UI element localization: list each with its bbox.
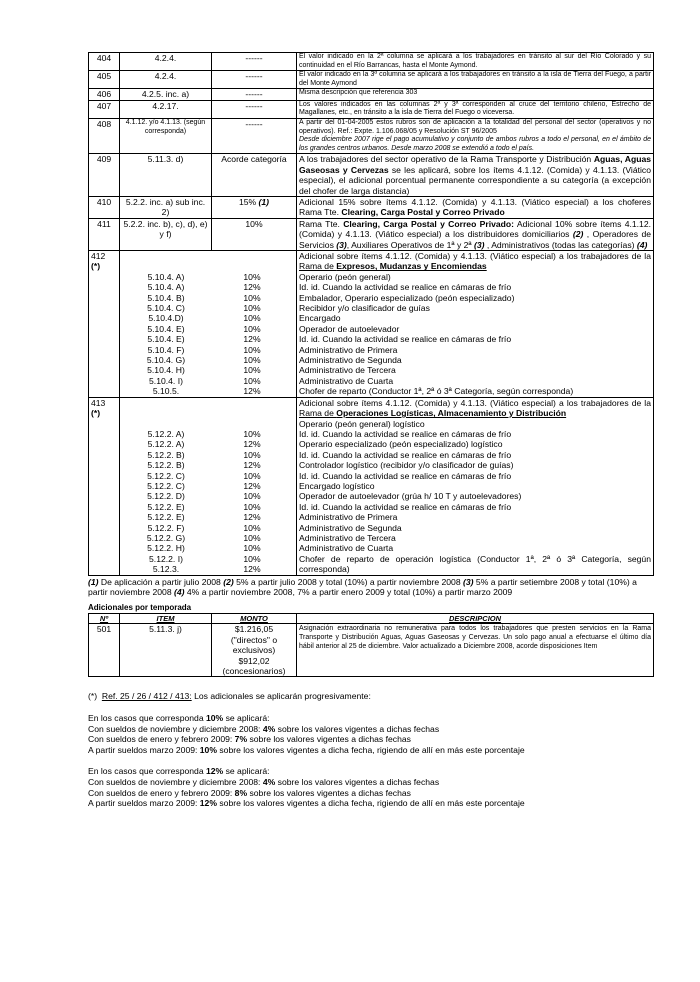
note-text: sobre los valores vigentes a dichas fechas (275, 723, 440, 734)
subitem-row (122, 293, 294, 303)
subitem-description: Chofer de reparto (Conductor 1ª, 2ª ó 3ª Categoría, según corresponda) (299, 386, 574, 397)
subitem-code: 5.10.4. A) (147, 282, 185, 293)
table-row-413 (89, 397, 654, 575)
subitem-percent: 10% (243, 292, 261, 303)
note-line (88, 766, 654, 777)
subitem-code: 5.10.4. B) (147, 292, 185, 303)
subitem-row (122, 564, 294, 574)
subitem-row (122, 481, 294, 491)
subitem-row (122, 334, 294, 344)
subitem-percent: 12% (243, 439, 261, 450)
subitem-row (122, 471, 294, 481)
table-row (89, 71, 654, 89)
subitem-description: Administrativo de Tercera (299, 365, 396, 376)
subitem-code: 5.10.4. H) (147, 365, 185, 376)
subitem-row (122, 554, 294, 564)
subitem-row (122, 355, 294, 365)
desc-underline: Rama de (299, 261, 337, 272)
subitem-percent: 10% (243, 543, 261, 554)
row-number (89, 251, 120, 398)
desc-part: A los trabajadores del sector operativo de la Rama Transporte y Distribución (299, 154, 594, 165)
progressive-mark: (*) (91, 261, 101, 272)
note-text: A partir sueldos marzo 2009: (88, 744, 200, 755)
subitem-percent: 12% (243, 386, 261, 397)
row-description (297, 154, 654, 197)
table-row (89, 53, 654, 71)
row-value (212, 196, 297, 218)
desc-part: Adicional sobre ítems 4.1.12. (Comida) y 4.1.13. (Viático especial) a los trabajadores de la (299, 397, 651, 408)
section-title: Adicionales por temporada (88, 603, 192, 613)
note-ref: Ref. 25 / 26 / 412 / 413: (101, 691, 192, 702)
table-row (89, 624, 654, 677)
subitem-description: Encargado (299, 313, 341, 324)
subitem-description: Operador de autoelevador (299, 323, 400, 334)
note-bold: 7% (234, 734, 248, 745)
subitem-code: 5.10.4.D) (148, 313, 184, 324)
row-number: 405 (89, 71, 120, 89)
row-ref: 4.1.12. y/o 4.1.13. (según corresponda) (120, 118, 212, 153)
subitem-description: Id. id. Cuando la actividad se realice en cámaras de frío (299, 470, 512, 481)
row-description: Misma descripción que referencia 303 (297, 89, 654, 100)
row-description: El valor indicado en la 3ª columna se aplicará a los trabajadores en tránsito a la isla de Tierra del Fuego, a partir del Monte Aymond (297, 71, 654, 89)
subitem-code: 5.10.4. E) (147, 334, 185, 345)
subitem-description: Embalador, Operario especializado (peón especializado) (299, 292, 515, 303)
row-ref: 5.2.2. inc. b), c), d), e) y f) (120, 218, 212, 250)
subitem-description: Administrativo de Tercera (299, 532, 396, 543)
row-number: 409 (89, 154, 120, 197)
note-bold: 12% (206, 766, 224, 777)
row-value: ------ (212, 53, 297, 71)
subitem-code: 5.12.3. (152, 564, 180, 575)
desc-part: Rama Tte. (299, 218, 344, 229)
note-line (88, 788, 654, 799)
row-number (89, 397, 120, 575)
subitem-description: Operario (peón general) logístico (299, 418, 425, 429)
note-line (88, 734, 654, 745)
subitem-row (122, 439, 294, 449)
note-text: sobre los valores vigentes a dicha fecha, rigiendo de allí en más este porcentaje (216, 798, 525, 809)
subitem-row (122, 386, 294, 396)
value-text: 15% (238, 196, 259, 207)
row-description (297, 196, 654, 218)
desc-bold: Clearing, Carga Postal y Correo Privado: (343, 218, 515, 229)
subitem-row (122, 429, 294, 439)
subitem-percent: 10% (243, 501, 261, 512)
footnote-mark: (4) (636, 239, 648, 250)
row-value: Acorde categoría (212, 154, 297, 197)
subitem-code: 5.10.4. F) (147, 344, 185, 355)
footnotes (88, 577, 654, 598)
row-description: Asignación extraordinaria no remunerativa para todos los trabajadores que presten servicios en la Rama Transporte y Distribución Aguas, Aguas Gaseosas y Cervezas. Un solo pago anual a efectuarse el último día hábil anterior al 25 de diciembre. Valor actualizado a Diciembre 2008, acorde disposiciones Item (297, 624, 654, 677)
row-ref: 5.11.3. j) (120, 624, 212, 677)
subitem-code: 5.12.2. F) (147, 522, 185, 533)
subitem-code: 5.12.2. A) (147, 439, 185, 450)
subitem-row (122, 523, 294, 533)
table-row (89, 118, 654, 153)
row-number-text: 412 (91, 251, 106, 261)
footnote-mark: (1) (258, 196, 270, 207)
table-row (89, 89, 654, 100)
note-bold: 8% (234, 787, 248, 798)
amount-line: $912,02 (238, 655, 270, 666)
note-text: se aplicará: (223, 713, 270, 724)
subitem-description: Operador de autoelevador (grúa h/ 10 T y autoelevadores) (299, 491, 522, 502)
subitem-code: 5.12.2. D) (147, 491, 185, 502)
subitem-row (122, 303, 294, 313)
subitem-description: Id. id. Cuando la actividad se realice en cámaras de frío (299, 501, 512, 512)
subitem-code: 5.10.4. I) (149, 375, 183, 386)
table-row (89, 218, 654, 250)
temporada-table (88, 613, 654, 677)
note-text: sobre los valores vigentes a dicha fecha, rigiendo de allí en más este porcentaje (216, 744, 525, 755)
subitem-row (122, 282, 294, 292)
row-description-text: A partir del 01-04-2005 estos rubros son de aplicación a la totalidad del personal del sector (operativos y no operativos). Ref.: Expte. 1.106.068/05 y Resolución ST 96/2005 (299, 118, 651, 135)
footnote-mark: (3) (463, 576, 474, 587)
note-text: Con sueldos de enero y febrero 2009: (88, 787, 235, 798)
subitem-percent: 12% (243, 460, 261, 471)
note-line (88, 745, 654, 756)
subitem-description: Id. id. Cuando la actividad se realice en cámaras de frío (299, 449, 512, 460)
subitem-code: 5.12.2. B) (147, 460, 185, 471)
subitem-code: 5.12.2. A) (147, 428, 185, 439)
subitem-description: Encargado logístico (299, 480, 375, 491)
subitem-code: 5.12.2. E) (147, 512, 185, 523)
desc-underline: Rama de (299, 408, 337, 419)
row-number-text: 413 (91, 397, 106, 408)
subitem-code: 5.12.2. B) (147, 449, 185, 460)
subitem-percent: 10% (243, 323, 261, 334)
desc-part: , Administrativos (todas las categorías) (484, 239, 637, 250)
note-text: se aplicará: (223, 766, 270, 777)
row-ref: 4.2.4. (120, 53, 212, 71)
subitem-percent: 10% (243, 553, 261, 564)
note-text: Con sueldos de noviembre y diciembre 2008: (88, 723, 263, 734)
column-header: Nº (89, 614, 120, 624)
table-row (89, 154, 654, 197)
subitem-description: Controlador logístico (recibidor y/o clasificador de guías) (299, 460, 514, 471)
footnote-text: 4% a partir noviembre 2008, 7% a partir enero 2009 y total (10%) a partir marzo 2009 (184, 587, 513, 597)
subitem-percent: 10% (243, 313, 261, 324)
footnote-mark: (2) (572, 229, 584, 240)
row-description (297, 251, 654, 398)
subitem-description: Operario (peón general) (299, 271, 391, 282)
row-ref: 4.2.4. (120, 71, 212, 89)
note-text: En los casos que corresponda (88, 766, 206, 777)
note-line (88, 798, 654, 809)
subitem-code: 5.10.4. E) (147, 323, 185, 334)
row-number: 408 (89, 118, 120, 153)
subitem-row (122, 376, 294, 386)
amount-line: ("directos" o (230, 634, 278, 645)
subitem-percent: 10% (243, 532, 261, 543)
footnote-mark: (2) (223, 576, 234, 587)
row-description-note: Desde diciembre 2007 rige el pago acumulativo y conjunto de ambos rubros a todo el personal, en el ámbito de los grandes centros urbanos. Desde marzo 2008 se extendió a todo el país. (299, 136, 651, 152)
subitem-description: Administrativo de Cuarta (299, 543, 394, 554)
subitem-percent: 10% (243, 375, 261, 386)
desc-bold: Operaciones Logísticas, Almacenamiento y Distribución (336, 408, 567, 419)
footnote-mark: (4) (173, 587, 185, 597)
subitem-code: 5.12.2. I) (149, 553, 183, 564)
subitem-row (122, 543, 294, 553)
note-text: sobre los valores vigentes a dichas fechas (247, 787, 411, 798)
row-ref: 4.2.17. (120, 100, 212, 118)
subitem-description: Administrativo de Cuarta (299, 375, 394, 386)
subitem-description: Id. id. Cuando la actividad se realice en cámaras de frío (299, 282, 512, 293)
subitem-description: Administrativo de Primera (299, 344, 398, 355)
note-text: A partir sueldos marzo 2009: (88, 798, 200, 809)
note-text: sobre los valores vigentes a dichas fechas (275, 777, 440, 787)
subitem-description: Id. id. Cuando la actividad se realice en cámaras de frío (299, 334, 512, 345)
note-line (88, 724, 654, 735)
subitem-row (122, 450, 294, 460)
note-text: Con sueldos de noviembre y diciembre 2008: (88, 777, 263, 787)
row-description (297, 118, 654, 153)
row-value: ------ (212, 118, 297, 153)
note-text: Los adicionales se aplicarán progresivamente: (191, 691, 371, 702)
row-number: 407 (89, 100, 120, 118)
note-bold: 4% (262, 723, 276, 734)
note-text: En los casos que corresponda (88, 713, 206, 724)
row-number: 404 (89, 53, 120, 71)
subitems-left (122, 429, 294, 575)
row-value: ------ (212, 100, 297, 118)
desc-part: , Auxiliares Operativos de 1ª y 2ª (346, 239, 474, 250)
footnote-mark: (3) (336, 239, 347, 250)
desc-bold: Aguas, Aguas Gaseosas y Cervezas (299, 154, 652, 175)
document-page (88, 52, 654, 809)
amount-line: $1.216,05 (234, 624, 274, 635)
desc-part: , Operadores de Servicios (299, 229, 651, 250)
subitem-description: Administrativo de Primera (299, 512, 398, 523)
subitems-codes (120, 397, 297, 575)
subitem-percent: 10% (243, 355, 261, 366)
row-value: ------ (212, 89, 297, 100)
row-description (297, 397, 654, 575)
desc-part: se les aplicará, sobre los ítems 4.1.12. (Comida) y 4.1.13. (Viático especial), el adicional porcentual permanente correspondiente a su categoría (a excepción del chofer de larga distancia) (299, 164, 651, 196)
subitem-row (122, 491, 294, 501)
row-ref: 4.2.5. inc. a) (120, 89, 212, 100)
subitem-code: 5.10.5. (152, 386, 180, 397)
subitem-percent: 10% (243, 344, 261, 355)
subitem-description: Recibidor y/o clasificador de guías (299, 303, 430, 314)
desc-bold: Clearing, Carga Postal y Correo Privado (341, 207, 505, 218)
subitem-percent: 10% (243, 271, 261, 282)
footnote-mark: (1) (88, 576, 99, 587)
rubros-table (88, 52, 654, 576)
subitems-descriptions (299, 419, 651, 575)
note-line (88, 777, 654, 788)
subitem-percent: 12% (243, 512, 261, 523)
subitem-code: 5.12.2. C) (147, 480, 185, 491)
subitem-description: Administrativo de Segunda (299, 355, 402, 366)
footnote-text: De aplicación a partir julio 2008 (98, 576, 224, 587)
subitem-code: 5.12.2. C) (147, 470, 185, 481)
subitem-description: Chofer de reparto de operación logística (Conductor 1ª, 2ª ó 3ª Categoría, según corresponda) (299, 553, 651, 575)
row-number: 406 (89, 89, 120, 100)
subitem-code: 5.10.4. A) (147, 271, 185, 282)
row-ref: 5.11.3. d) (120, 154, 212, 197)
subitem-percent: 12% (243, 334, 261, 345)
desc-part: Adicional 15% sobre ítems 4.1.12. (Comida) y 4.1.13. (Viático especial) a los choferes Rama Tte. (299, 196, 651, 218)
row-ref: 5.2.2. inc. a) sub inc. 2) (120, 196, 212, 218)
subitem-description: Operario especializado (peón especializado) logístico (299, 439, 503, 450)
subitem-percent: 10% (243, 491, 261, 502)
footnote-text: 5% a partir julio 2008 y total (10%) a partir noviembre 2008 (233, 576, 464, 587)
note-bold: 12% (199, 798, 217, 809)
subitem-percent: 12% (243, 282, 261, 293)
subitem-row (122, 460, 294, 470)
subitem-code: 5.12.2. H) (147, 543, 185, 554)
desc-part: Adicional sobre ítems 4.1.12. (Comida) y 4.1.13. (Viático especial) a los trabajadores de la (299, 251, 651, 261)
note-mark: (*) (88, 691, 98, 702)
desc-bold: Expresos, Mudanzas y Encomiendas (336, 261, 487, 272)
subitem-row (122, 272, 294, 282)
table-header-row (89, 614, 654, 624)
notes-heading (88, 691, 654, 702)
progressive-notes (88, 691, 654, 808)
amount-line: exclusivos) (232, 645, 276, 656)
subitem-percent: 10% (243, 365, 261, 376)
subitem-row (122, 345, 294, 355)
note-bold: 10% (206, 713, 224, 724)
row-value: 10% (212, 218, 297, 250)
subitem-percent: 12% (243, 564, 261, 575)
row-description: El valor indicado en la 2ª columna se aplicará a los trabajadores en tránsito al sur del Río Colorado y su continuidad en el Río Barrancas, hasta el Monte Aymond. (297, 53, 654, 71)
note-bold: 4% (262, 777, 276, 787)
row-number: 411 (89, 218, 120, 250)
note-text: Con sueldos de enero y febrero 2009: (88, 734, 235, 745)
subitem-code: 5.10.4. C) (147, 303, 185, 314)
subitem-row (122, 313, 294, 323)
note-line (88, 713, 654, 724)
row-number: 501 (89, 624, 120, 677)
note-bold: 10% (199, 744, 217, 755)
subitem-row (122, 512, 294, 522)
subitem-percent: 10% (243, 428, 261, 439)
row-value: ------ (212, 71, 297, 89)
subitems-codes (120, 251, 297, 398)
subitem-percent: 10% (243, 522, 261, 533)
column-header: MONTO (212, 614, 297, 624)
footnote-text: 5% a partir setiembre 2008 y total (10%) a partir noviembre 2008 (88, 576, 637, 597)
progressive-mark: (*) (91, 408, 101, 419)
subitem-code: 5.10.4. G) (146, 355, 186, 366)
subitem-row (122, 324, 294, 334)
table-row-412 (89, 251, 654, 398)
subitem-percent: 12% (243, 480, 261, 491)
desc-part: Adicional 10% sobre ítems 4.1.12. (Comida) y 4.1.13. (Viático especial) a los distribuidores domiciliarios (299, 218, 651, 240)
table-row (89, 196, 654, 218)
subitem-percent: 10% (243, 303, 261, 314)
subitem-row (122, 502, 294, 512)
column-header: ITEM (120, 614, 212, 624)
subitems-descriptions (299, 272, 651, 397)
row-description: Los valores indicados en las columnas 2ª y 3ª corresponden al cruce del territorio chileno, Estrecho de Magallanes, etc., en tránsito a la isla de Tierra del Fuego o viceversa. (297, 100, 654, 118)
subitem-row (122, 365, 294, 375)
amount-line: (concesionarios) (222, 666, 286, 677)
footnote-mark: (3) (473, 239, 485, 250)
column-header: DESCRIPCION (297, 614, 654, 624)
subitem-description: Id. id. Cuando la actividad se realice en cámaras de frío (299, 428, 512, 439)
subitem-code: 5.12.2. G) (146, 532, 186, 543)
subitems-left (122, 272, 294, 397)
row-description (297, 218, 654, 250)
table-row (89, 100, 654, 118)
subitem-row (122, 533, 294, 543)
subitem-description: Administrativo de Segunda (299, 522, 402, 533)
row-amount (212, 624, 297, 677)
note-text: sobre los valores vigentes a dichas fechas (247, 734, 411, 745)
subitem-percent: 10% (243, 470, 261, 481)
subitem-percent: 10% (243, 449, 261, 460)
row-number: 410 (89, 196, 120, 218)
subitem-code: 5.12.2. E) (147, 501, 185, 512)
